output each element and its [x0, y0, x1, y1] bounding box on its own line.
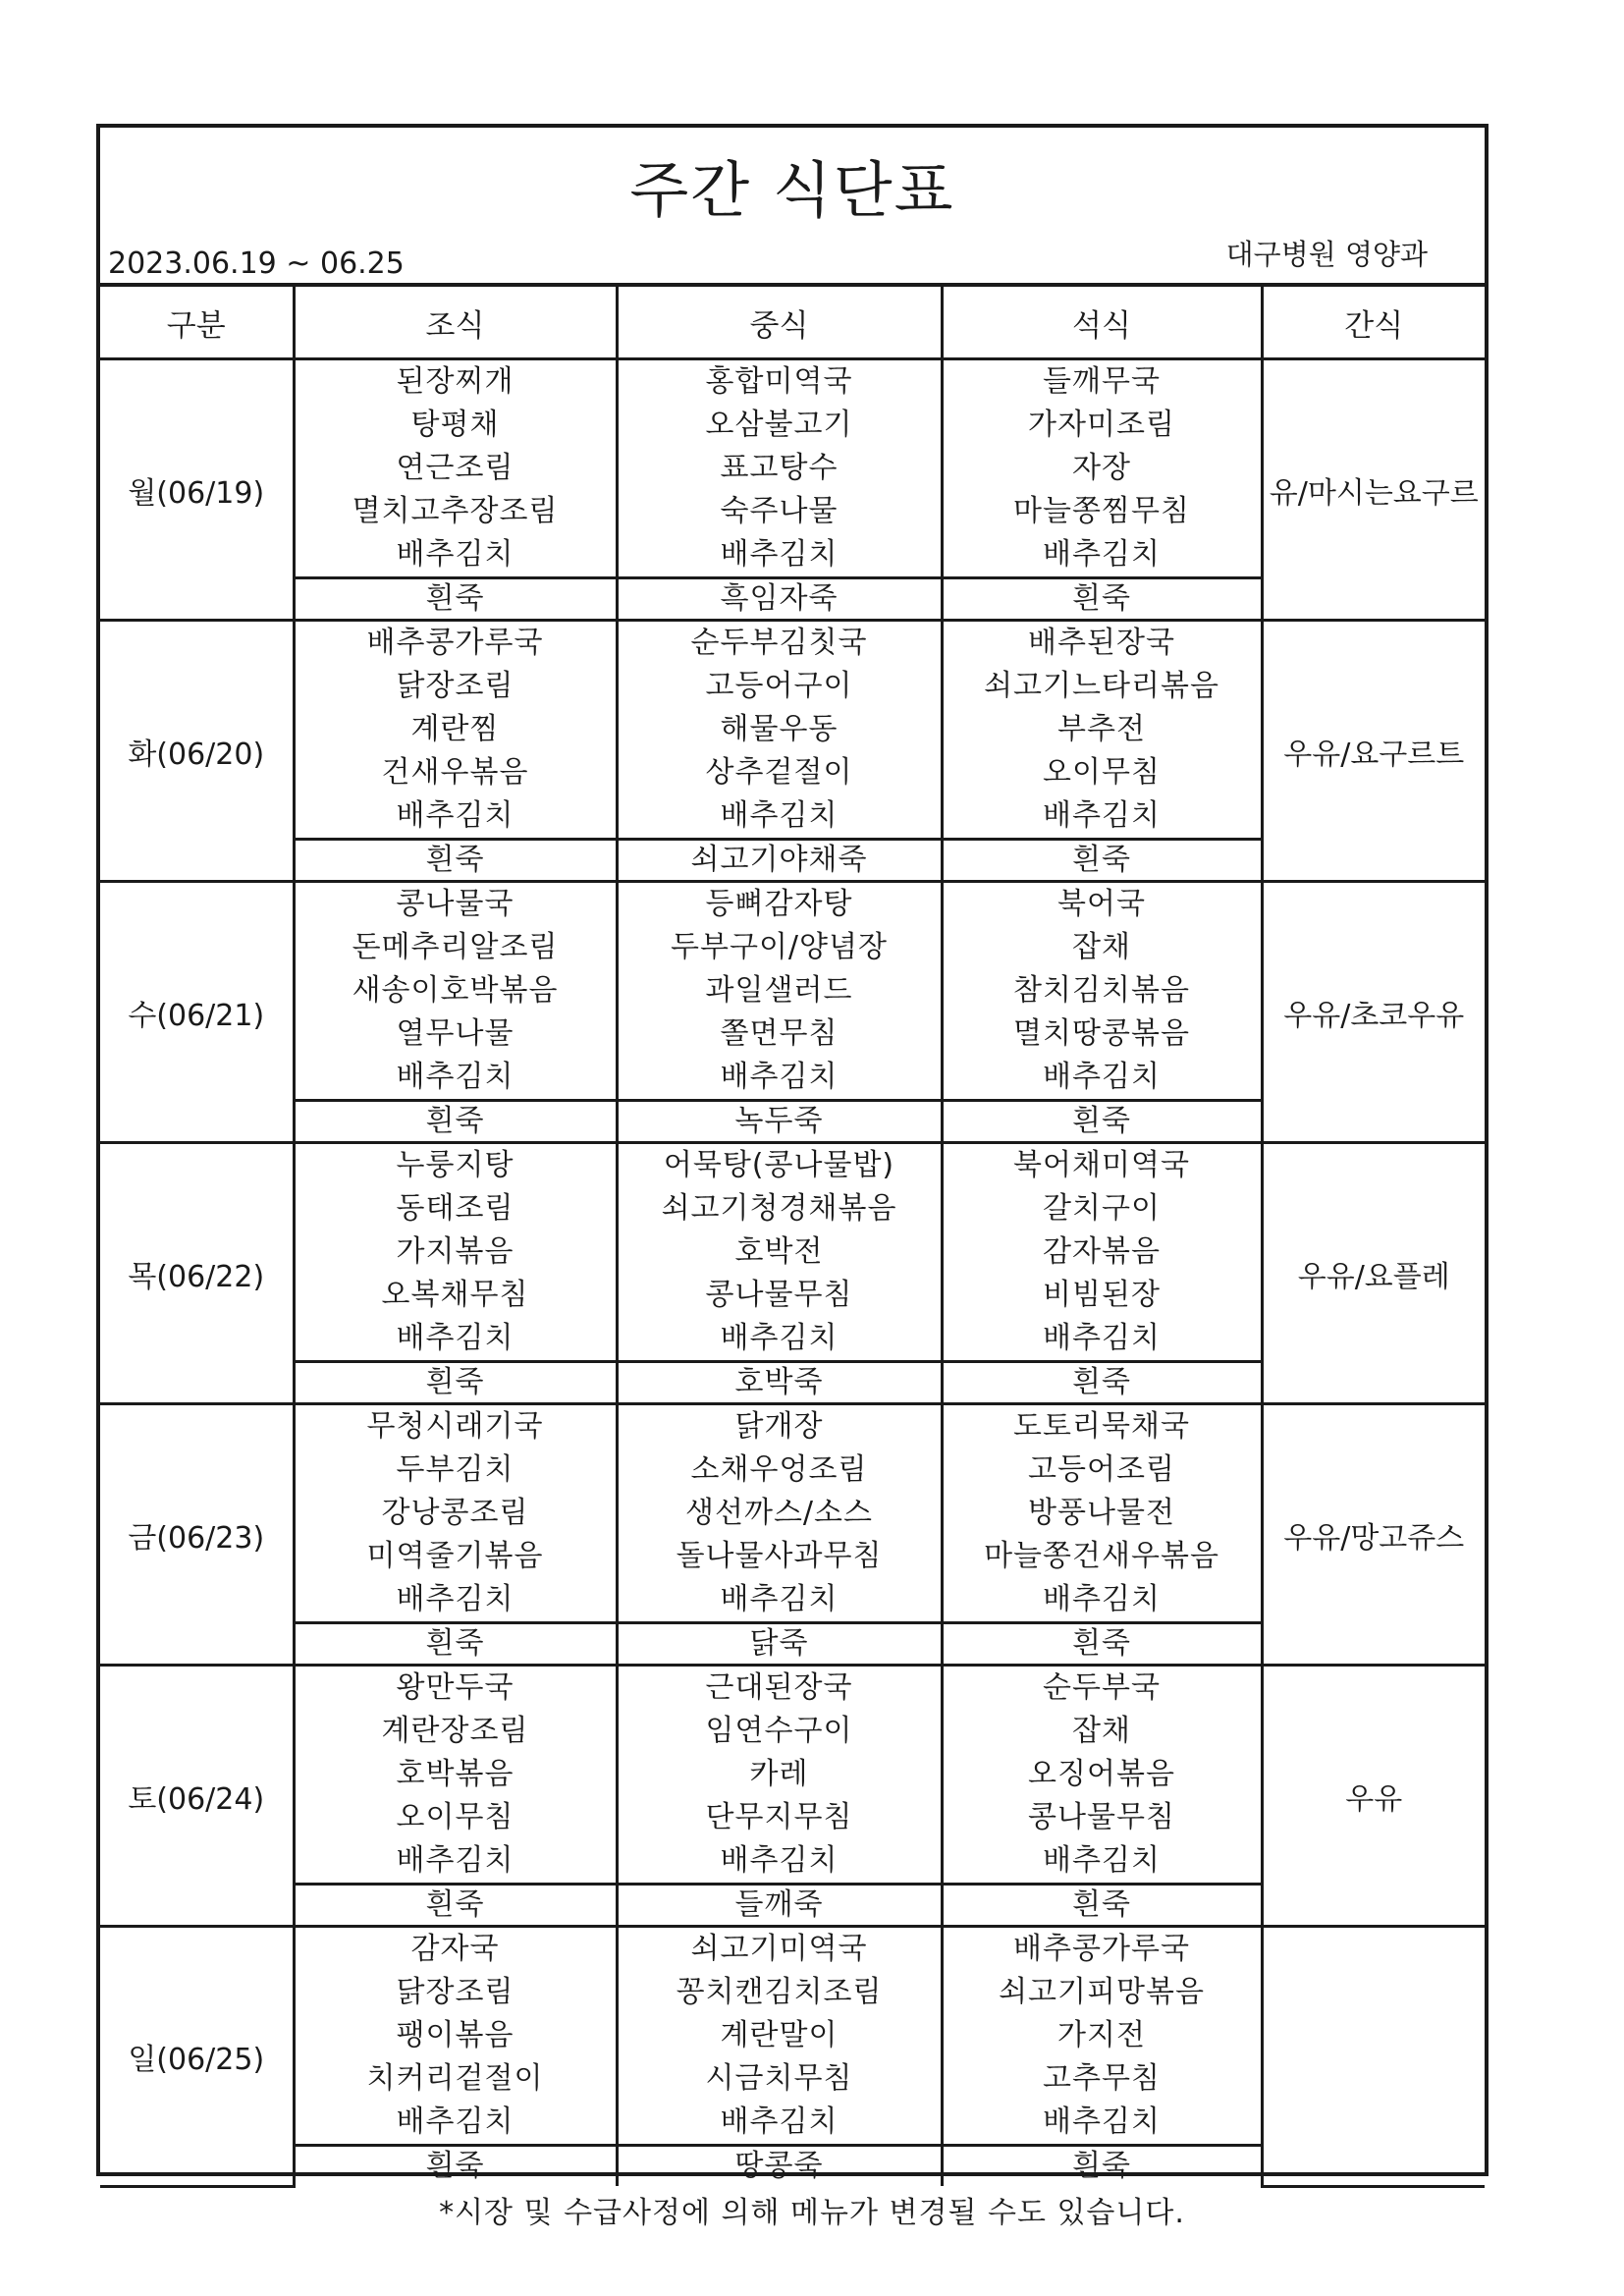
porridge-dinner: 흰죽: [942, 1362, 1262, 1404]
menu-item: 마늘쫑찜무침: [1013, 494, 1190, 528]
menu-item: 쫄면무침: [720, 1016, 839, 1051]
menu-item: 순두부국: [1043, 1670, 1161, 1705]
menu-item: 임연수구이: [705, 1714, 853, 1748]
department-label: 대구병원 영양과: [1225, 238, 1428, 271]
menu-item: 강낭콩조림: [381, 1496, 529, 1530]
porridge-dinner: 흰죽: [942, 578, 1262, 621]
porridge-dinner: 흰죽: [942, 1623, 1262, 1666]
porridge-dinner: 흰죽: [942, 1101, 1262, 1143]
sheet-header: [100, 128, 1485, 287]
dinner-cell: [942, 1404, 1262, 1623]
day-row: [100, 882, 1485, 1101]
breakfast-cell: [294, 1404, 617, 1623]
porridge-lunch: 땅콩죽: [617, 2146, 942, 2187]
header-row: [100, 287, 1485, 359]
menu-item: 배추김치: [1043, 1582, 1161, 1616]
menu-item: 계란찜: [410, 712, 500, 746]
porridge-dinner: 흰죽: [942, 2146, 1262, 2187]
menu-item: 미역줄기볶음: [366, 1539, 544, 1573]
menu-item: 배추된장국: [1028, 626, 1175, 660]
breakfast-cell: [294, 1927, 617, 2146]
menu-item: 상추겉절이: [705, 755, 853, 790]
day-row: [100, 359, 1485, 578]
porridge-lunch: 쇠고기야채죽: [617, 840, 942, 882]
menu-item: 된장찌개: [396, 364, 514, 399]
header-breakfast: 조식: [294, 287, 617, 359]
menu-item: 도토리묵채국: [1013, 1409, 1190, 1444]
dinner-cell: [942, 882, 1262, 1101]
porridge-breakfast: 흰죽: [294, 1623, 617, 1666]
porridge-lunch: 녹두죽: [617, 1101, 942, 1143]
menu-item: 콩나물무침: [705, 1278, 853, 1312]
menu-item: 잡채: [1072, 1714, 1131, 1748]
menu-item: 쇠고기미역국: [690, 1932, 868, 1966]
menu-item: 단무지무침: [705, 1800, 853, 1834]
header-dinner: 석식: [942, 287, 1262, 359]
menu-item: 오복채무침: [381, 1278, 529, 1312]
menu-item: 새송이호박볶음: [352, 973, 559, 1008]
menu-item: 고등어구이: [705, 669, 853, 703]
dinner-cell: [942, 621, 1262, 840]
porridge-lunch: 흑임자죽: [617, 578, 942, 621]
day-label: 금(06/23): [100, 1404, 294, 1666]
day-label: 월(06/19): [100, 359, 294, 621]
snack-cell: 유/마시는요구르: [1262, 359, 1485, 621]
menu-item: 치커리겉절이: [366, 2061, 544, 2096]
lunch-cell: [617, 1404, 942, 1623]
day-row: [100, 1927, 1485, 2146]
menu-item: 돌나물사과무침: [676, 1539, 883, 1573]
lunch-cell: [617, 1143, 942, 1362]
lunch-cell: [617, 359, 942, 578]
porridge-breakfast: 흰죽: [294, 1101, 617, 1143]
snack-cell: 우유/요구르트: [1262, 621, 1485, 882]
day-row: [100, 1404, 1485, 1623]
menu-item: 닭장조림: [396, 669, 514, 703]
porridge-breakfast: 흰죽: [294, 2146, 617, 2187]
porridge-breakfast: 흰죽: [294, 1362, 617, 1404]
header-snack: 간식: [1262, 287, 1485, 359]
menu-item: 멸치땅콩볶음: [1013, 1016, 1190, 1051]
menu-item: 콩나물국: [396, 887, 514, 921]
snack-cell: 우유/망고쥬스: [1262, 1404, 1485, 1666]
menu-item: 근대된장국: [705, 1670, 853, 1705]
porridge-lunch: 닭죽: [617, 1623, 942, 1666]
menu-item: 가지볶음: [396, 1234, 514, 1269]
menu-item: 생선까스/소스: [685, 1496, 873, 1530]
menu-item: 닭개장: [734, 1409, 824, 1444]
porridge-dinner: 흰죽: [942, 840, 1262, 882]
menu-item: 배추김치: [720, 1582, 839, 1616]
day-label: 목(06/22): [100, 1143, 294, 1404]
snack-cell: 우유/초코우유: [1262, 882, 1485, 1143]
menu-item: 두부김치: [396, 1452, 514, 1487]
lunch-cell: [617, 1666, 942, 1885]
menu-item: 열무나물: [396, 1016, 514, 1051]
porridge-breakfast: 흰죽: [294, 578, 617, 621]
menu-item: 닭장조림: [396, 1975, 514, 2009]
lunch-cell: [617, 621, 942, 840]
menu-sheet: [96, 124, 1489, 2183]
lunch-cell: [617, 1927, 942, 2146]
menu-item: 쇠고기느타리볶음: [984, 669, 1219, 703]
breakfast-cell: [294, 1143, 617, 1362]
menu-item: 배추김치: [1043, 1060, 1161, 1094]
menu-item: 배추김치: [1043, 798, 1161, 833]
porridge-breakfast: 흰죽: [294, 1885, 617, 1927]
menu-item: 가자미조림: [1028, 408, 1175, 442]
menu-item: 고등어조림: [1028, 1452, 1175, 1487]
porridge-breakfast: 흰죽: [294, 840, 617, 882]
menu-item: 해물우동: [720, 712, 839, 746]
menu-item: 방풍나물전: [1028, 1496, 1175, 1530]
day-label: 토(06/24): [100, 1666, 294, 1927]
menu-item: 두부구이/양념장: [671, 930, 888, 964]
menu-item: 소채우엉조림: [690, 1452, 868, 1487]
menu-item: 감자국: [410, 1932, 500, 1966]
menu-item: 오삼불고기: [705, 408, 853, 442]
header-category: 구분: [100, 287, 294, 359]
menu-item: 배추김치: [720, 2105, 839, 2139]
menu-item: 배추김치: [1043, 2105, 1161, 2139]
footnote: *시장 및 수급사정에 의해 메뉴가 변경될 수도 있습니다.: [439, 2196, 1185, 2230]
menu-item: 돈메추리알조림: [352, 930, 559, 964]
menu-item: 무청시래기국: [366, 1409, 544, 1444]
menu-item: 오이무침: [1043, 755, 1161, 790]
dinner-cell: [942, 359, 1262, 578]
menu-item: 배추김치: [1043, 1321, 1161, 1355]
menu-item: 배추콩가루국: [366, 626, 544, 660]
menu-item: 배추김치: [396, 798, 514, 833]
menu-item: 연근조림: [396, 451, 514, 485]
menu-item: 배추김치: [1043, 1843, 1161, 1878]
lunch-cell: [617, 882, 942, 1101]
menu-item: 배추김치: [720, 798, 839, 833]
day-label: 수(06/21): [100, 882, 294, 1143]
menu-item: 배추김치: [720, 1843, 839, 1878]
porridge-lunch: 호박죽: [617, 1362, 942, 1404]
menu-item: 쇠고기청경채볶음: [661, 1191, 897, 1226]
menu-item: 배추김치: [720, 1321, 839, 1355]
menu-item: 호박볶음: [396, 1757, 514, 1791]
snack-cell: 우유/요플레: [1262, 1143, 1485, 1404]
menu-item: 누룽지탕: [396, 1148, 514, 1182]
menu-item: 등뼈감자탕: [705, 887, 853, 921]
day-row: [100, 1143, 1485, 1362]
menu-item: 배추김치: [720, 1060, 839, 1094]
breakfast-cell: [294, 1666, 617, 1885]
menu-item: 감자볶음: [1043, 1234, 1161, 1269]
menu-item: 북어채미역국: [1013, 1148, 1190, 1182]
menu-item: 배추김치: [1043, 537, 1161, 572]
menu-item: 고추무침: [1043, 2061, 1161, 2096]
snack-cell: 우유: [1262, 1666, 1485, 1927]
menu-item: 동태조림: [396, 1191, 514, 1226]
menu-item: 가지전: [1057, 2018, 1146, 2052]
menu-item: 마늘쫑건새우볶음: [984, 1539, 1219, 1573]
day-label: 일(06/25): [100, 1927, 294, 2187]
menu-item: 숙주나물: [720, 494, 839, 528]
menu-item: 꽁치캔김치조림: [676, 1975, 883, 2009]
menu-item: 시금치무침: [705, 2061, 853, 2096]
menu-item: 쇠고기피망볶음: [999, 1975, 1205, 2009]
menu-item: 표고탕수: [720, 451, 839, 485]
menu-item: 배추김치: [396, 1060, 514, 1094]
menu-item: 건새우볶음: [381, 755, 529, 790]
menu-item: 들깨무국: [1043, 364, 1161, 399]
page-title: 주간 식단표: [629, 154, 955, 226]
menu-item: 왕만두국: [396, 1670, 514, 1705]
breakfast-cell: [294, 359, 617, 578]
menu-item: 배추콩가루국: [1013, 1932, 1190, 1966]
dinner-cell: [942, 1927, 1262, 2146]
menu-item: 탕평채: [410, 408, 500, 442]
menu-item: 어묵탕(콩나물밥): [663, 1148, 895, 1182]
day-label: 화(06/20): [100, 621, 294, 882]
menu-item: 계란장조림: [381, 1714, 529, 1748]
menu-item: 순두부김칫국: [690, 626, 868, 660]
menu-item: 팽이볶음: [396, 2018, 514, 2052]
menu-item: 잡채: [1072, 930, 1131, 964]
snack-cell: [1262, 1927, 1485, 2187]
menu-item: 배추김치: [396, 1843, 514, 1878]
menu-item: 북어국: [1057, 887, 1146, 921]
dinner-cell: [942, 1143, 1262, 1362]
menu-item: 자장: [1072, 451, 1131, 485]
menu-item: 호박전: [734, 1234, 824, 1269]
weekly-menu-table: [100, 287, 1485, 2188]
porridge-dinner: 흰죽: [942, 1885, 1262, 1927]
menu-item: 배추김치: [396, 537, 514, 572]
menu-item: 부추전: [1057, 712, 1146, 746]
menu-item: 배추김치: [396, 2105, 514, 2139]
menu-item: 카레: [749, 1757, 809, 1791]
menu-item: 배추김치: [720, 537, 839, 572]
breakfast-cell: [294, 882, 617, 1101]
menu-item: 계란말이: [720, 2018, 839, 2052]
day-row: [100, 621, 1485, 840]
breakfast-cell: [294, 621, 617, 840]
porridge-lunch: 들깨죽: [617, 1885, 942, 1927]
menu-item: 콩나물무침: [1028, 1800, 1175, 1834]
header-lunch: 중식: [617, 287, 942, 359]
menu-item: 멸치고추장조림: [352, 494, 559, 528]
menu-item: 갈치구이: [1043, 1191, 1161, 1226]
menu-item: 배추김치: [396, 1582, 514, 1616]
menu-item: 참치김치볶음: [1013, 973, 1190, 1008]
menu-item: 오이무침: [396, 1800, 514, 1834]
menu-item: 과일샐러드: [705, 973, 853, 1008]
menu-item: 홍합미역국: [705, 364, 853, 399]
date-range: 2023.06.19 ~ 06.25: [108, 246, 405, 281]
menu-item: 비빔된장: [1043, 1278, 1161, 1312]
menu-item: 오징어볶음: [1028, 1757, 1175, 1791]
day-row: [100, 1666, 1485, 1885]
menu-item: 배추김치: [396, 1321, 514, 1355]
dinner-cell: [942, 1666, 1262, 1885]
